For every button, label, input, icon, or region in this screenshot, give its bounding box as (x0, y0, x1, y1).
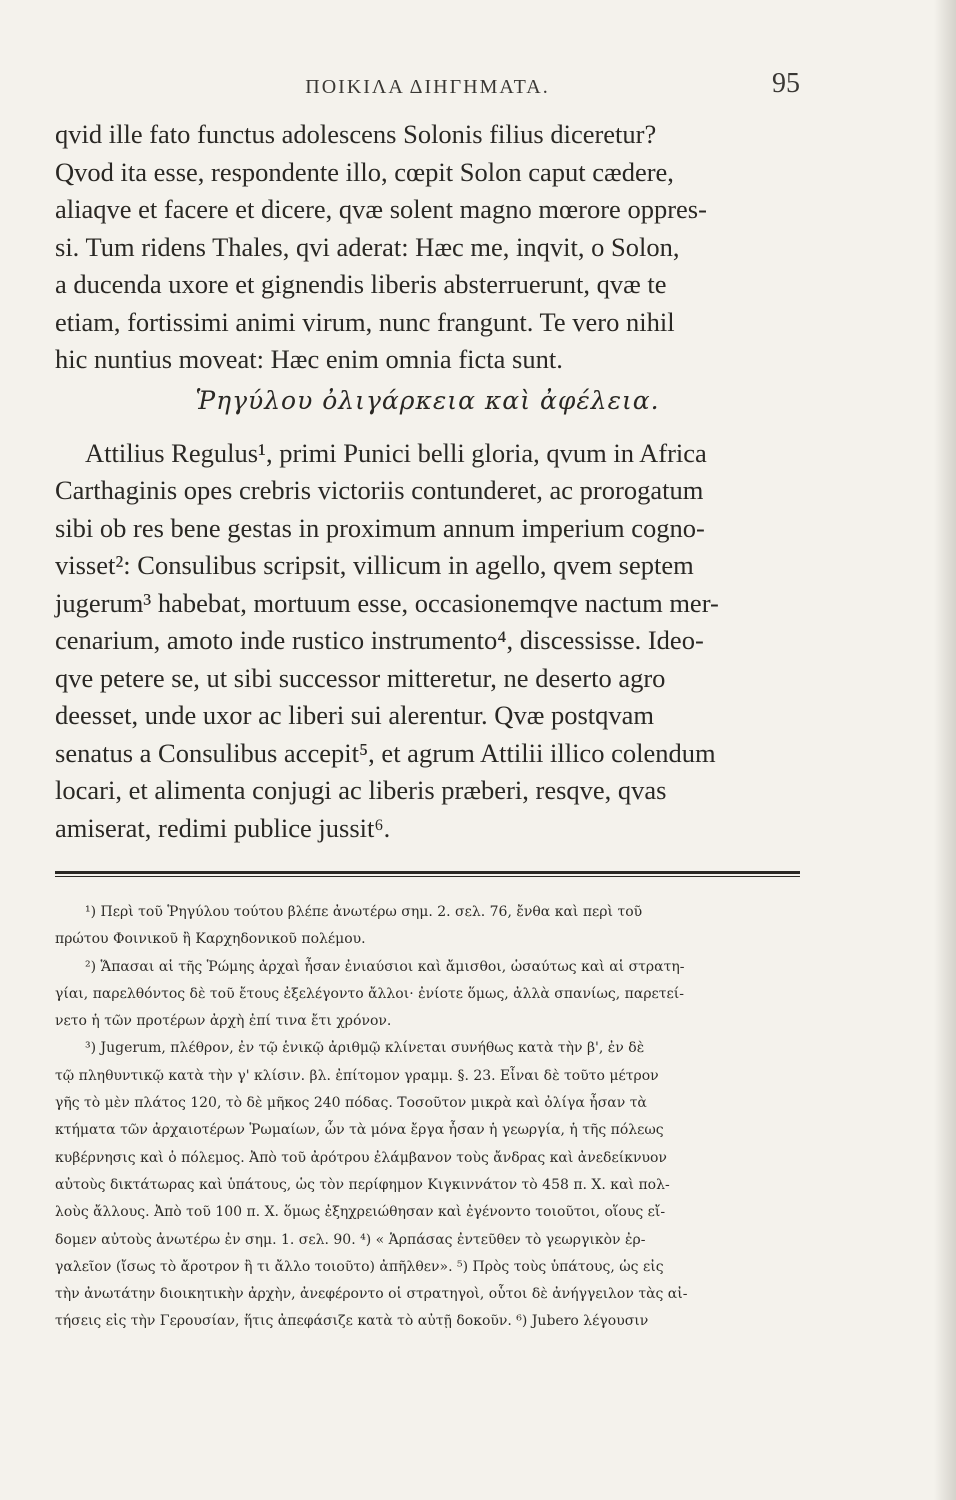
text-line: jugerum³ habebat, mortuum esse, occasionemqve nactum mer- (55, 587, 719, 618)
text-line: senatus a Consulibus accepit⁵, et agrum Attilii illico colendum (55, 737, 716, 768)
text-line: Carthaginis opes crebris victoriis contunderet, ac prorogatum (55, 475, 704, 505)
text-line: Attilius Regulus¹, primi Punici belli gloria, qvum in Africa (85, 437, 707, 468)
text-line: qvid ille fato functus adolescens Solonis filius diceretur? (55, 119, 657, 149)
footnote-line: ¹) Περὶ τοῦ Ῥηγύλου τούτου βλέπε ἀνωτέρω σημ. 2. σελ. 76, ἔνθα καὶ περὶ τοῦ (85, 904, 643, 920)
footnote-line: δομεν αὐτοὺς ἀνωτέρω ἐν σημ. 1. σελ. 90. ⁴) « Ἁρπάσας ἐντεῦθεν τὸ γεωργικὸν ἐρ- (55, 1231, 646, 1248)
running-title: ΠΟΙΚΙΛΑ ΔΙΗΓΗΜΑΤΑ. (305, 76, 550, 98)
page-edge-shadow (934, 0, 956, 1500)
footnote-line: κυβέρνησις καὶ ὁ πόλεμος. Ἀπὸ τοῦ ἀρότρου ἐλάμβανον τοὺς ἄνδρας καὶ ἀνεδείκνυον (55, 1149, 667, 1166)
footnote-line: τῷ πληθυντικῷ κατὰ τὴν γ' κλίσιν. βλ. ἐπίτομον γραμμ. §. 23. Εἶναι δὲ τοῦτο μέτρον (55, 1067, 659, 1084)
footnote-line: γίαι, παρελθόντος δὲ τοῦ ἔτους ἐξελέγοντο ἄλλοι· ἐνίοτε ὅμως, ἀλλὰ σπανίως, παρετεί- (55, 985, 685, 1002)
text-line: hic nuntius moveat: Hæc enim omnia ficta sunt. (55, 344, 563, 374)
text-line: deesset, unde uxor ac liberi sui alerentur. Qvæ postqvam (55, 700, 655, 730)
text-line: a ducenda uxore et gignendis liberis absterruerunt, qvæ te (55, 269, 667, 299)
footnote-rule (55, 871, 800, 877)
text-line: Qvod ita esse, respondente illo, cœpit Solon caput cædere, (55, 156, 674, 187)
text-line: etiam, fortissimi animi virum, nunc frangunt. Te vero nihil (55, 306, 675, 337)
text-line: qve petere se, ut sibi successor mitteretur, ne deserto agro (55, 662, 666, 693)
footnote-line: πρώτου Φοινικοῦ ἢ Καρχηδονικοῦ πολέμου. (55, 931, 366, 948)
paragraph-1 (55, 116, 800, 379)
footnote-line: γῆς τὸ μὲν πλάτος 120, τὸ δὲ μῆκος 240 πόδας. Τοσοῦτον μικρὰ καὶ ὀλίγα ἦσαν τὰ (55, 1095, 647, 1112)
text-line: aliaqve et facere et dicere, qvæ solent magno mœrore oppres- (55, 194, 707, 224)
footnotes (55, 899, 800, 1336)
page-number: 95 (772, 68, 800, 99)
paragraph-2 (55, 435, 800, 848)
footnote-line: νετο ἡ τῶν προτέρων ἀρχὴ ἐπί τινα ἔτι χρόνον. (55, 1013, 392, 1030)
section-heading: Ῥηγύλου ὀλιγάρκεια καὶ ἀφέλεια. (195, 385, 660, 415)
text-line: sibi ob res bene gestas in proximum annum imperium cogno- (55, 512, 705, 543)
text-line: locari, et alimenta conjugi ac liberis præberi, resqve, qvas (55, 775, 667, 805)
footnote-line: γαλεῖον (ἴσως τὸ ἄροτρον ἢ τι ἄλλο τοιοῦτο) ἀπῆλθεν». ⁵) Πρὸς τοὺς ὑπάτους, ὡς εἰς (55, 1258, 664, 1275)
footnote-line: τήσεις εἰς τὴν Γερουσίαν, ἥτις ἀπεφάσιζε κατὰ τὸ αὐτῇ δοκοῦν. ⁶) Jubero λέγουσιν (55, 1313, 649, 1330)
footnote-line: κτήματα τῶν ἀρχαιοτέρων Ῥωμαίων, ὧν τὰ μόνα ἔργα ἦσαν ἡ γεωργία, ἡ τῆς πόλεως (55, 1122, 664, 1139)
text-line: amiserat, redimi publice jussit⁶. (55, 812, 391, 843)
footnote-line: ³) Jugerum, πλέθρον, ἐν τῷ ἑνικῷ ἀριθμῷ κλίνεται συνήθως κατὰ τὴν β', ἐν δὲ (85, 1040, 645, 1057)
footnote-line: λοὺς ἄλλους. Ἀπὸ τοῦ 100 π. Χ. ὅμως ἐξηχρειώθησαν καὶ ἐγένοντο τοιοῦτοι, οἵους εἴ- (55, 1204, 666, 1221)
running-head (55, 68, 800, 112)
text-line: cenarium, amoto inde rustico instrumento⁴, discessisse. Ideo- (55, 625, 704, 655)
footnote-line: αὐτοὺς δικτάτωρας καὶ ὑπάτους, ὡς τὸν περίφημον Κιγκιννάτον τὸ 458 π. Χ. καὶ πολ- (55, 1176, 670, 1193)
text-line: si. Tum ridens Thales, qvi aderat: Hæc me, inqvit, o Solon, (55, 231, 680, 262)
footnote-line: τὴν ἀνωτάτην διοικητικὴν ἀρχὴν, ἀνεφέροντο οἱ στρατηγοὶ, οὗτοι δὲ ἀνήγγειλον τὰς αἰ- (55, 1286, 688, 1303)
book-page (55, 68, 800, 1438)
text-line: visset²: Consulibus scripsit, villicum in agello, qvem septem (55, 550, 694, 580)
footnote-line: ²) Ἅπασαι αἱ τῆς Ῥώμης ἀρχαὶ ἦσαν ἐνιαύσιοι καὶ ἄμισθοι, ὡσαύτως καὶ αἱ στρατη- (85, 958, 685, 975)
